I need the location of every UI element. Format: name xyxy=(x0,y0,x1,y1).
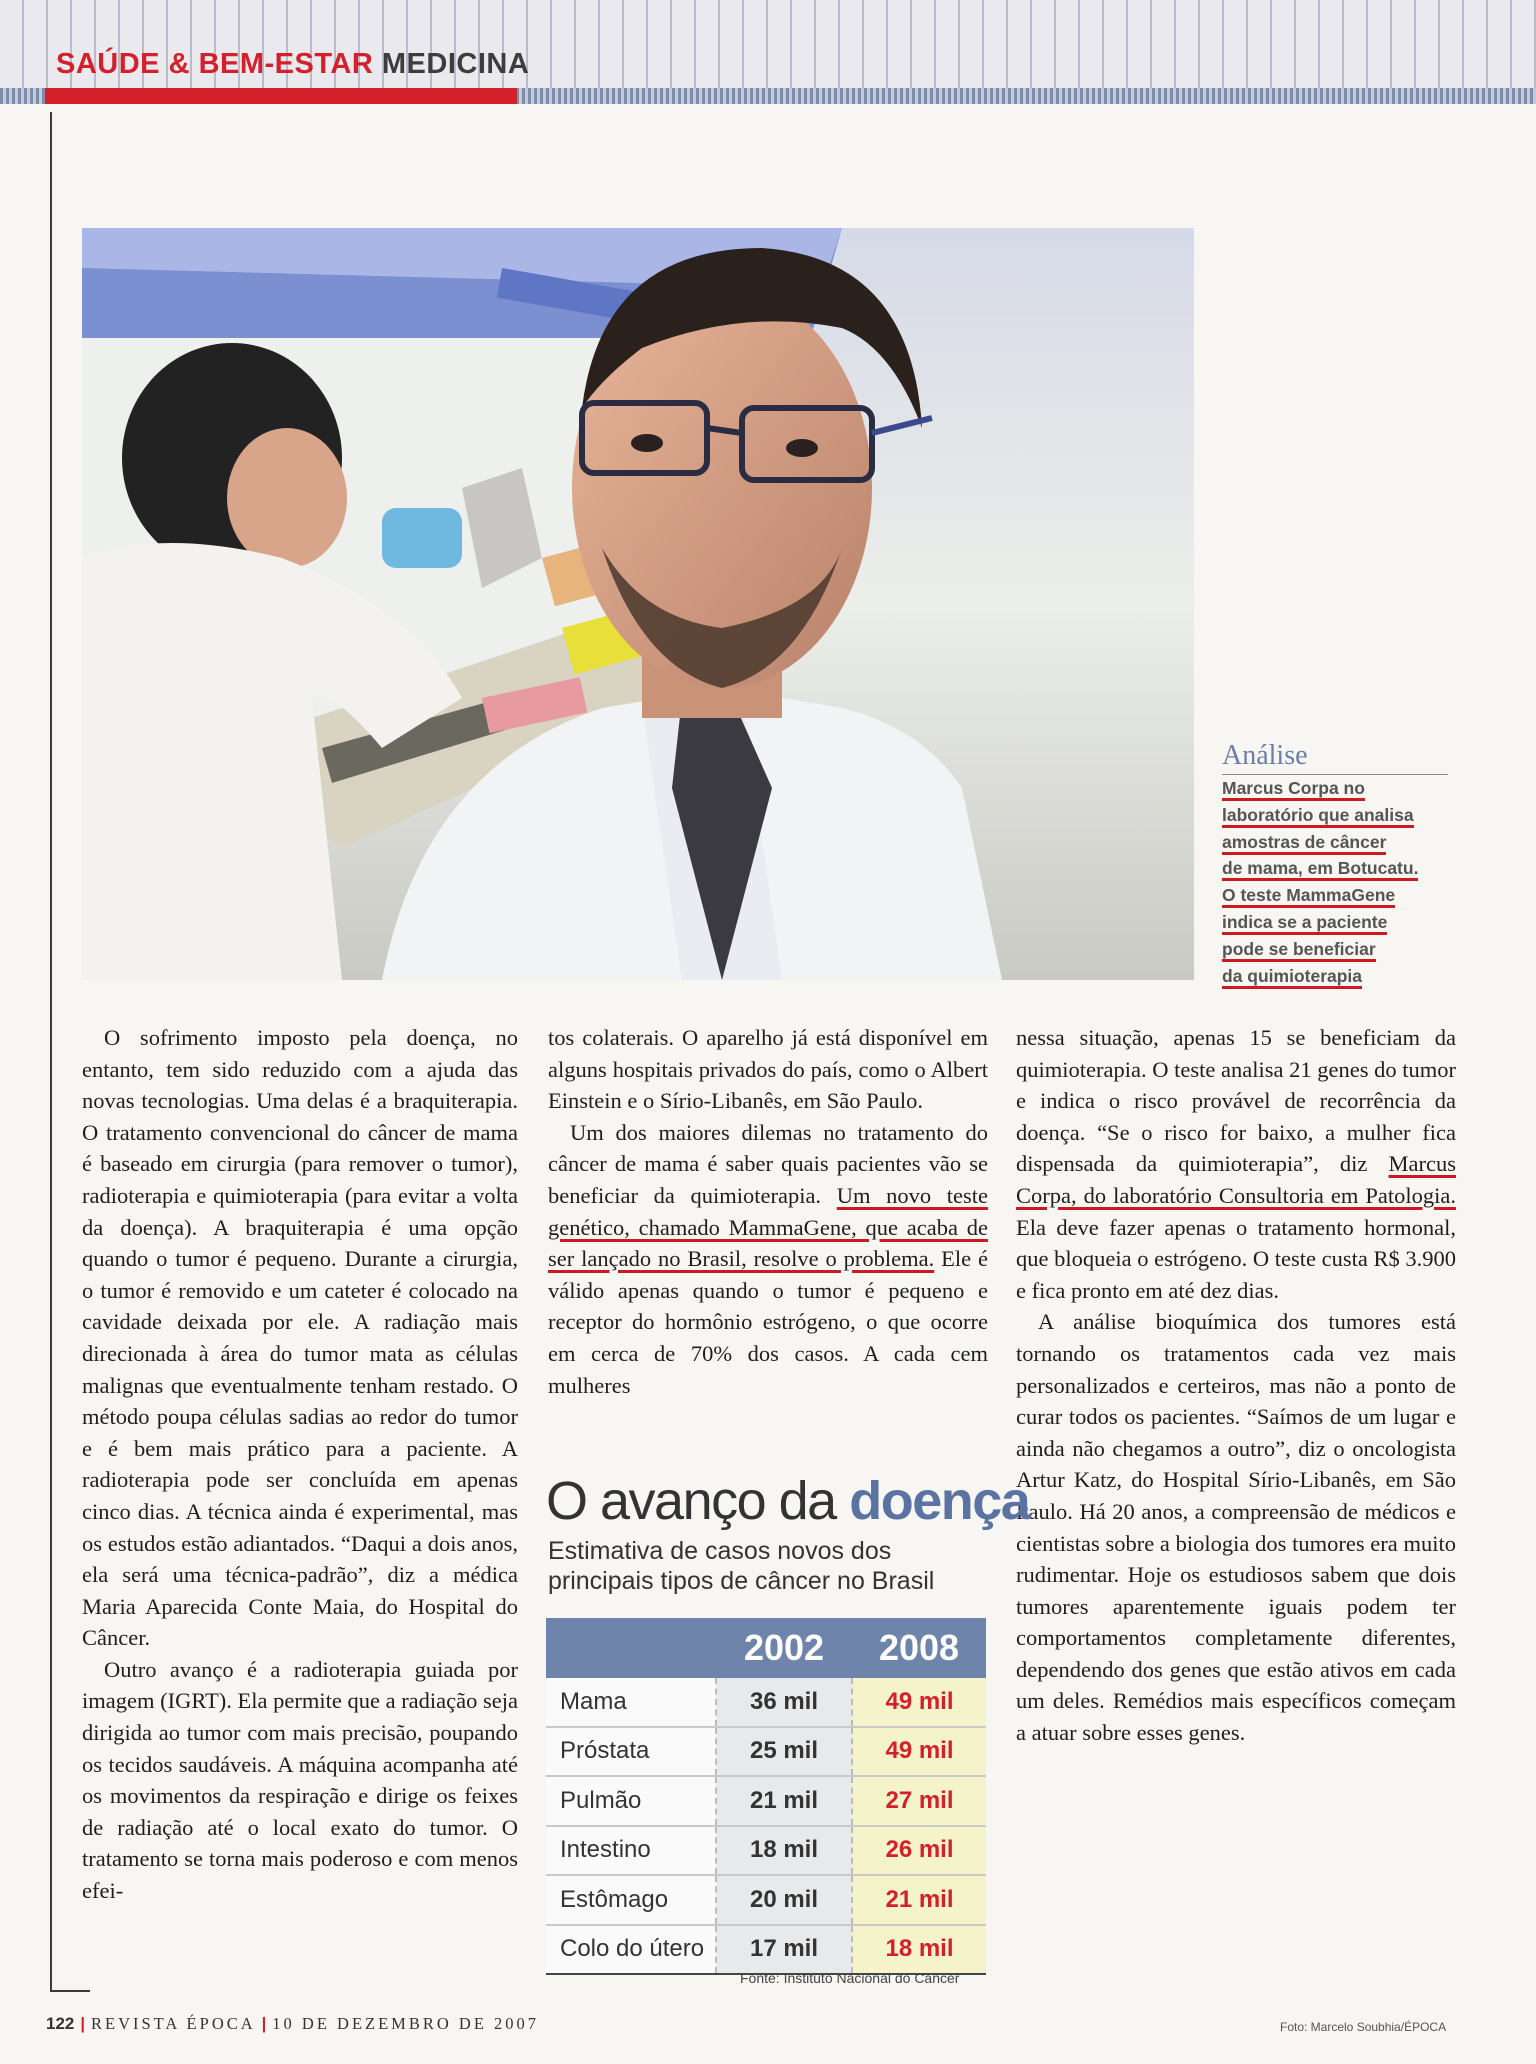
caption-line: amostras de câncer xyxy=(1222,832,1386,855)
cancer-type: Mama xyxy=(546,1678,716,1727)
cases-2002: 18 mil xyxy=(716,1826,852,1876)
table-row xyxy=(546,1875,986,1925)
lab-photo xyxy=(82,228,1194,980)
article-paragraph: Outro avanço é a radioterapia guiada por imagem (IGRT). Ela permite que a radiação seja dirigida ao tumor com mais precisão, poupando os tecidos saudáveis. A máquina acompanha até os movimentos da respiração e dirige os feixes de radiação até o local exato do tumor. O tratamento se torna mais poderoso e com menos efei- xyxy=(82,1656,518,1904)
table-source: Fonte: Instituto Nacional do Câncer xyxy=(740,1970,960,1986)
article-paragraph: A análise bioquímica dos tumores está tornando os tratamentos cada vez mais personalizados e certeiros, mas não a ponto de curar todos os pacientes. “Saímos de um lugar e ainda não chegamos a outro”, diz o oncologista Artur Katz, do Hospital Sírio-Libanês, em São Paulo. Há 20 anos, a compreensão de médicos e cientistas sobre a biologia dos tumores era muito rudimentar. Hoje os estudiosos sabem que dois tumores aparentemente iguais podem ter comportamentos completamente diferentes, dependendo dos genes que estão ativos em cada um deles. Remédios mais específicos começam a atuar sobre esses genes. xyxy=(1016,1309,1456,1746)
caption-body xyxy=(1222,775,1448,989)
article-paragraph: tos colaterais. O aparelho já está disponível em alguns hospitais privados do país, como o Albert Einstein e o Sírio-Libanês, em São Paulo. xyxy=(548,1025,988,1114)
table-header-blank xyxy=(546,1618,716,1678)
cancer-cases-table xyxy=(546,1618,986,1975)
article-paragraph: O sofrimento imposto pela doença, no entanto, tem sido reduzido com a ajuda das novas tecnologias. Uma delas é a braquiterapia. O tratamento convencional do câncer de mama é baseado em cirurgia (para remover o tumor), radioterapia e quimioterapia (para evitar a volta da doença). A braquiterapia é uma opção quando o tumor é pequeno. Durante a cirurgia, o tumor é removido e um cateter é colocado na cavidade deixada por ele. A radiação mais direcionada à área do tumor mata as células malignas que eventualmente tenham restado. O método poupa células sadias ao redor do tumor e é bem mais prático para a paciente. A radioterapia pode ser concluída em apenas cinco dias. A técnica ainda é experimental, mas os estudos estão adiantados. “Daqui a dois anos, ela será uma técnica-padrão”, diz a médica Maria Aparecida Conte Maia, do Hospital do Câncer. xyxy=(82,1025,518,1651)
bottom-margin-rule xyxy=(50,1990,90,1992)
photo-caption xyxy=(1222,740,1448,989)
article-column-1 xyxy=(82,1022,518,1907)
subsection-name: MEDICINA xyxy=(381,48,530,80)
table-row xyxy=(546,1925,986,1975)
cancer-type: Próstata xyxy=(546,1727,716,1777)
caption-title: Análise xyxy=(1222,740,1448,775)
table-row xyxy=(546,1826,986,1876)
cases-2002: 20 mil xyxy=(716,1875,852,1925)
header-red-bar xyxy=(45,88,517,104)
caption-line: pode se beneficiar xyxy=(1222,939,1376,962)
caption-line: indica se a paciente xyxy=(1222,912,1387,935)
cases-2008: 49 mil xyxy=(852,1678,986,1727)
cases-2002: 36 mil xyxy=(716,1678,852,1727)
section-name: SAÚDE & BEM-ESTAR xyxy=(56,48,374,80)
cases-2002: 21 mil xyxy=(716,1776,852,1826)
cases-2008: 26 mil xyxy=(852,1826,986,1876)
cancer-type: Estômago xyxy=(546,1875,716,1925)
infobox-title-plain: O avanço da xyxy=(546,1471,836,1531)
infobox-title xyxy=(546,1470,1029,1532)
caption-line: O teste MammaGene xyxy=(1222,885,1395,908)
section-label xyxy=(56,48,529,81)
page-footer xyxy=(46,2014,539,2034)
infobox-subtitle: Estimativa de casos novos dos principais tipos de câncer no Brasil xyxy=(548,1537,935,1595)
cases-2008: 21 mil xyxy=(852,1875,986,1925)
article-paragraph xyxy=(548,1117,988,1401)
paragraph-text: Ela deve fazer apenas o tratamento hormonal, que bloqueia o estrógeno. O teste custa R$ 3.900 e fica pronto em até dez dias. xyxy=(1016,1214,1456,1303)
table-row xyxy=(546,1776,986,1826)
caption-line: Marcus Corpa no xyxy=(1222,778,1365,801)
column-header: 2002 xyxy=(716,1618,852,1678)
cases-2008: 18 mil xyxy=(852,1925,986,1975)
issue-date: 10 DE DEZEMBRO DE 2007 xyxy=(272,2014,540,2033)
paragraph-text: Ele é válido apenas quando o tumor é pequeno e receptor do hormônio estrógeno, o que ocorre em cerca de 70% dos casos. A cada cem mulheres xyxy=(548,1246,989,1398)
paragraph-text: nessa situação, apenas 15 se beneficiam da quimioterapia. O teste analisa 21 genes do tumor e indica o risco provável de recorrência da doença. “Se o risco for baixo, a mulher fica dispensada da quimioterapia”, diz xyxy=(1016,1025,1456,1177)
caption-line: da quimioterapia xyxy=(1222,966,1362,989)
cancer-type: Intestino xyxy=(546,1826,716,1876)
left-margin-rule xyxy=(50,112,52,1992)
caption-line: laboratório que analisa xyxy=(1222,805,1414,828)
article-column-3 xyxy=(1016,1022,1456,1749)
lab-photo-illustration xyxy=(82,228,1194,980)
caption-line: de mama, em Botucatu. xyxy=(1222,858,1418,881)
footer-separator: | xyxy=(80,2015,85,2033)
paragraph-text: Um dos maiores dilemas no tratamento do câncer de mama é saber quais pacientes vão se beneficiar da quimioterapia. xyxy=(548,1119,988,1208)
magazine-name: REVISTA ÉPOCA xyxy=(91,2014,256,2033)
page-number: 122 xyxy=(46,2014,75,2033)
cancer-type: Pulmão xyxy=(546,1776,716,1826)
footer-separator: | xyxy=(261,2015,267,2033)
cases-2008: 27 mil xyxy=(852,1776,986,1826)
article-column-2 xyxy=(548,1022,988,1401)
table-header-row xyxy=(546,1618,986,1678)
table-row xyxy=(546,1727,986,1777)
cancer-type: Colo do útero xyxy=(546,1925,716,1975)
underlined-highlight: Marcus Corpa, do laboratório Consultoria em Patologia. xyxy=(1016,1151,1456,1208)
cases-2002: 17 mil xyxy=(716,1925,852,1975)
column-header: 2008 xyxy=(852,1618,986,1678)
underlined-highlight: Um novo teste genético, chamado MammaGene, que acaba de ser lançado no Brasil, resolve o problema. xyxy=(548,1182,989,1272)
cases-2002: 25 mil xyxy=(716,1727,852,1777)
table-row xyxy=(546,1678,986,1727)
article-paragraph xyxy=(1016,1022,1456,1306)
photo-credit: Foto: Marcelo Soubhia/ÉPOCA xyxy=(1280,2020,1447,2034)
cases-2008: 49 mil xyxy=(852,1727,986,1777)
infobox-title-bold: doença xyxy=(849,1471,1030,1531)
